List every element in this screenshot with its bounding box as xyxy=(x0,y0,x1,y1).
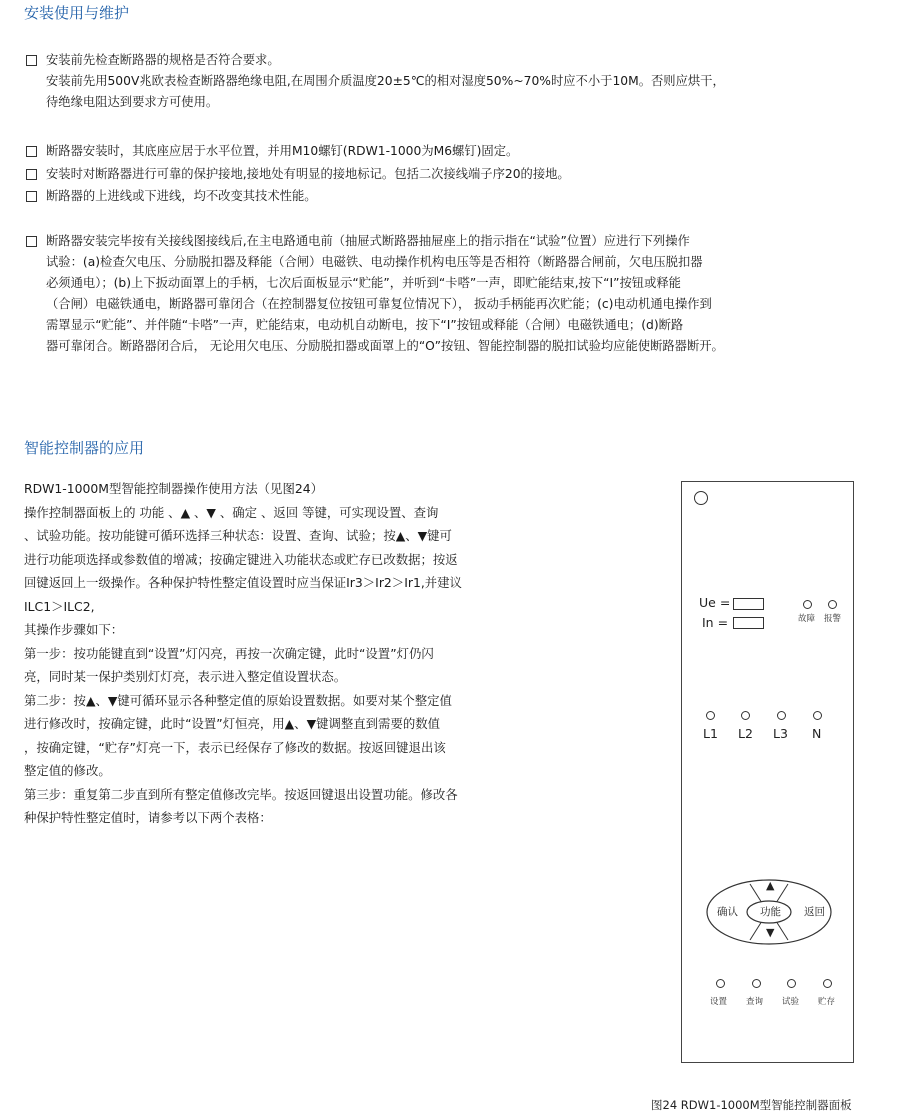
test-led-icon xyxy=(787,979,796,988)
ue-display xyxy=(733,598,764,610)
phase-label-l3: L3 xyxy=(773,726,788,741)
checkbox-icon xyxy=(26,169,37,180)
controller-panel xyxy=(681,481,854,1063)
n-led-icon xyxy=(813,711,822,720)
in-display xyxy=(733,617,764,629)
status-label-store: 贮存 xyxy=(818,997,836,1007)
fault-label: 故障 xyxy=(798,614,816,624)
checkbox-icon xyxy=(26,55,37,66)
alarm-label: 报警 xyxy=(824,614,842,624)
status-label-set: 设置 xyxy=(710,997,728,1007)
section-title-controller: 智能控制器的应用 xyxy=(24,439,145,457)
controller-instructions: RDW1-1000M型智能控制器操作使用方法（见图24） 操作控制器面板上的 功能 、▲ 、▼ 、确定 、返回 等键，可实现设置、查询 、试验功能。按功能键可循环选择三种状态：设置、查询、试验；按▲、▼键可 进行功能项选择或参数值的增减；按确定键进入功能状态或贮存已改数据；按返 回键返回上一级操作。各种保护特性整定值设置时应当保证Ir3＞Ir2＞Ir1,并建议 ILC1＞ILC2, 其操作步骤如下： 第一步：按功能键直到“设置”灯闪亮，再按一次确定键，此时“设置”灯仍闪 亮，同时某一保护类别灯灯亮，表示进入整定值设置状态。 第二步：按▲、▼键可循环显示各种整定值的原始设置数据。如要对某个整定值 进行修改时，按确定键，此时“设置”灯恒亮，用▲、▼键调整直到需要的数值 ，按确定键，“贮存”灯亮一下，表示已经保存了修改的数据。按返回键退出该 整定值的修改。 第三步：重复第二步直到所有整定值修改完毕。按返回键退出设置功能。修改各 种保护特性整定值时，请参考以下两个表格： xyxy=(24,481,462,825)
section-title-installation: 安装使用与维护 xyxy=(24,4,130,22)
checkbox-icon xyxy=(26,236,37,247)
set-led-icon xyxy=(716,979,725,988)
screw-hole-icon xyxy=(694,491,708,505)
confirm-button[interactable]: 确认 xyxy=(717,906,738,918)
list-item: 断路器安装时，其底座应居于水平位置，并用M10螺钉(RDW1-1000为M6螺钉)固定。 xyxy=(26,141,916,162)
list-item: 断路器安装完毕按有关接线图接线后,在主电路通电前（抽屉式断路器抽屉座上的指示指在“试验”位置）应进行下列操作 试验：(a)检查欠电压、分励脱扣器及释能（合闸）电磁铁、电动操作机构电压等是否相符（断路器合闸前，欠电压脱扣器 必须通电）；(b)上下扳动面罩上的手柄，七次后面板显示“贮能”，并听到“卡嗒”一声，即贮能结束,按下“I”按钮或释能 （合闸）电磁铁通电，断路器可靠闭合（在控制器复位按钮可靠复位情况下）， 扳动手柄能再次贮能；(c)电动机通电操作到 需罩显示“贮能”、并伴随“卡嗒”一声，贮能结束，电动机自动断电，按下“I”按钮或释能（合闸）电磁铁通电；(d)断路 器可靠闭合。断路器闭合后， 无论用欠电压、分励脱扣器或面罩上的“O”按钮、智能控制器的脱扣试验均应能使断路器断开。 xyxy=(26,231,916,357)
phase-label-l2: L2 xyxy=(738,726,753,741)
checkbox-icon xyxy=(26,191,37,202)
alarm-led-icon xyxy=(828,600,837,609)
return-button[interactable]: 返回 xyxy=(804,906,825,918)
l1-led-icon xyxy=(706,711,715,720)
list-item: 安装时对断路器进行可靠的保护接地,接地处有明显的接地标记。包括二次接线端子序20的接地。 xyxy=(26,164,916,185)
phase-label-l1: L1 xyxy=(703,726,718,741)
function-button[interactable]: 功能 xyxy=(760,906,781,918)
list-item: 断路器的上进线或下进线，均不改变其技术性能。 xyxy=(26,186,916,207)
status-label-test: 试验 xyxy=(782,997,800,1007)
up-button[interactable]: ▲ xyxy=(766,879,775,892)
in-label: In = xyxy=(702,615,729,630)
down-button[interactable]: ▼ xyxy=(766,926,775,939)
store-led-icon xyxy=(823,979,832,988)
l2-led-icon xyxy=(741,711,750,720)
list-item: 安装前先检查断路器的规格是否符合要求。 安装前先用500V兆欧表检查断路器绝缘电阻,在周围介质温度20±5℃的相对湿度50%~70%时应不小于10M。否则应烘干， 待绝缘电阻达到要求方可使用。 xyxy=(26,50,916,113)
figure-caption: 图24 RDW1-1000M型智能控制器面板 xyxy=(651,1098,852,1112)
status-label-query: 查询 xyxy=(746,997,764,1007)
ue-label: Ue = xyxy=(699,595,731,610)
l3-led-icon xyxy=(777,711,786,720)
checkbox-icon xyxy=(26,146,37,157)
query-led-icon xyxy=(752,979,761,988)
fault-led-icon xyxy=(803,600,812,609)
phase-label-n: N xyxy=(812,726,822,741)
